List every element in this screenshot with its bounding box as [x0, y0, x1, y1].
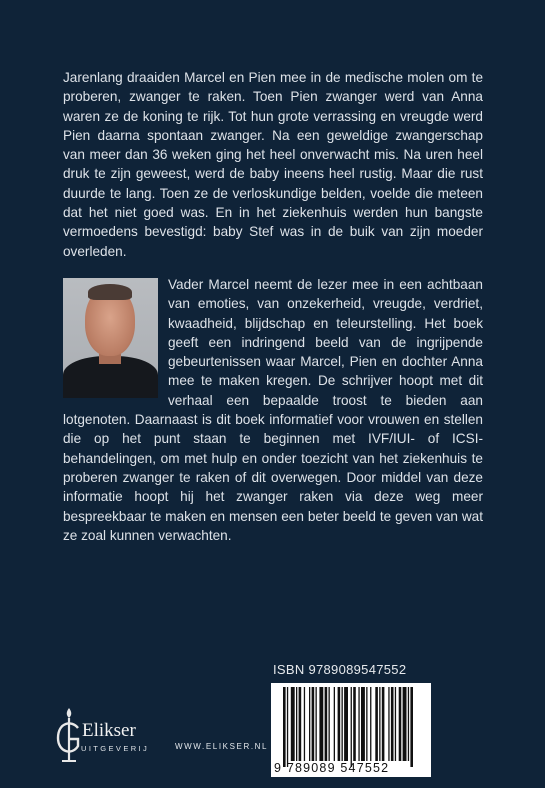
barcode-digits: 9 789089 547552 — [274, 761, 390, 775]
isbn-label: ISBN 9789089547552 — [273, 662, 407, 677]
publisher-website: WWW.ELIKSER.NL — [175, 742, 269, 751]
publisher-subtitle: UITGEVERIJ — [81, 744, 150, 753]
isbn-block — [271, 661, 431, 777]
publisher-logo — [54, 706, 164, 766]
blurb-paragraph-1: Jarenlang draaiden Marcel en Pien mee in de medische molen om te proberen, zwanger te raken. Toen Pien zwanger werd van Anna waren ze de koning te rijk. Tot hun grote verrassing en vreugde werd Pien daarna spontaan zwanger. Na een geweldige zwangerschap van meer dan 36 weken ging het heel onverwacht mis. Na uren heel druk te zijn geweest, werd de baby ineens heel rustig. Maar die rust duurde te lang. Toen ze de verloskundige belden, voelde die meteen dat het niet goed was. En in het ziekenhuis werden hun bangste vermoedens bevestigd: baby Stef was in de buik van zijn moeder overleden. — [63, 70, 483, 259]
barcode — [271, 683, 431, 777]
blurb-section-2 — [63, 275, 483, 545]
publisher-logo-icon — [54, 706, 84, 764]
author-photo — [63, 278, 158, 398]
blurb-paragraph-2: Vader Marcel neemt de lezer mee in een achtbaan van emoties, van onzekerheid, vreugde, verdriet, kwaadheid, blijdschap en teleurstelling. Het boek geeft een indringend beeld van de ingrijpende gebeurtenissen waar Marcel, Pien en dochter Anna mee te maken kregen. De schrijver hoopt met dit verhaal een bepaalde troost te bieden aan lotgenoten. Daarnaast is dit boek informatief voor vrouwen en stellen die op het punt staan te beginnen met IVF/IUI- of ICSI-behandelingen, om met hulp en onder toezicht van het ziekenhuis te proberen zwanger te raken of dit overwegen. Door middel van deze informatie hoopt hij het zwanger raken via deze weg meer bespreekbaar te maken en mensen een beter beeld te geven van wat ze zoal kunnen verwachten. — [63, 277, 483, 543]
publisher-name: Elikser — [82, 720, 136, 741]
